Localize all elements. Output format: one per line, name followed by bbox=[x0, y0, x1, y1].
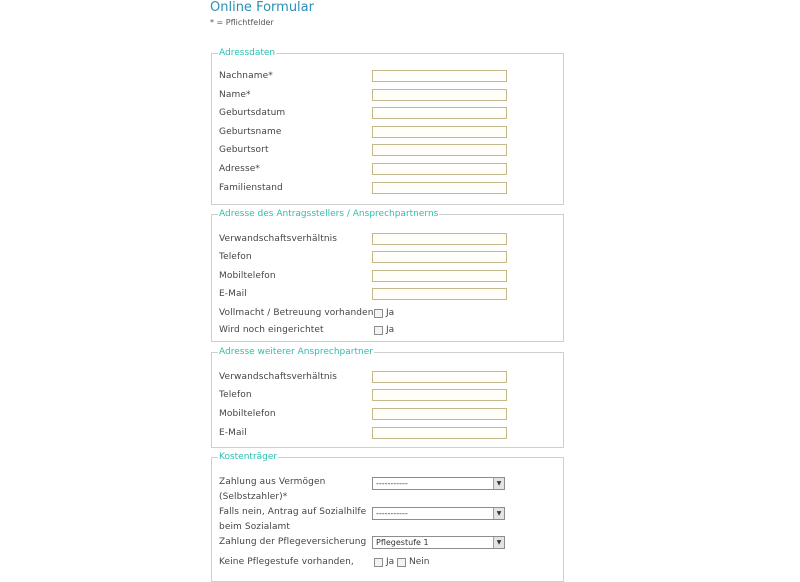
field-label: Verwandschaftsverhältnis bbox=[219, 372, 338, 382]
contact-relationship-input[interactable] bbox=[372, 371, 507, 383]
applicant-mobile-input[interactable] bbox=[372, 270, 507, 282]
required-fields-note: * = Pflichtfelder bbox=[210, 18, 274, 27]
field-label: E-Mail bbox=[219, 289, 247, 299]
field-label: Name* bbox=[219, 90, 251, 100]
no-care-level-yes-checkbox[interactable] bbox=[374, 558, 383, 567]
dropdown-arrow-icon[interactable]: ▼ bbox=[493, 508, 504, 519]
label-line: Zahlung aus Vermögen bbox=[219, 477, 326, 487]
label-line: (Selbstzahler)* bbox=[219, 492, 288, 502]
social-welfare-select[interactable] bbox=[372, 507, 505, 520]
self-payer-select[interactable] bbox=[372, 477, 505, 490]
field-label: Mobiltelefon bbox=[219, 409, 276, 419]
select-row-self-payer bbox=[219, 475, 563, 505]
checkbox-label: Ja bbox=[386, 308, 395, 318]
select-value: ----------- bbox=[376, 509, 408, 518]
birthname-input[interactable] bbox=[372, 126, 507, 138]
label-line: beim Sozialamt bbox=[219, 522, 291, 532]
field-label: Zahlung der Pflegeversicherung bbox=[219, 537, 367, 547]
field-label: Keine Pflegestufe vorhanden, bbox=[219, 557, 354, 567]
checkbox-label: Ja bbox=[386, 557, 395, 567]
field-label: Mobiltelefon bbox=[219, 271, 276, 281]
select-value: Pflegestufe 1 bbox=[376, 538, 429, 547]
field-label bbox=[219, 475, 325, 505]
section-applicant-legend: Adresse des Antragsstellers / Ansprechpartnerns bbox=[219, 209, 439, 219]
contact-mobile-input[interactable] bbox=[372, 408, 507, 420]
label-line: Falls nein, Antrag auf Sozialhilfe bbox=[219, 507, 367, 517]
contact-email-input[interactable] bbox=[372, 427, 507, 439]
section-contact-legend: Adresse weiterer Ansprechpartner bbox=[219, 347, 373, 357]
field-label: E-Mail bbox=[219, 428, 247, 438]
section-address bbox=[211, 48, 564, 205]
checkbox-label: Nein bbox=[409, 557, 430, 567]
contact-phone-input[interactable] bbox=[372, 389, 507, 401]
care-insurance-select[interactable] bbox=[372, 536, 505, 549]
select-row-social-welfare bbox=[219, 505, 563, 535]
field-label: Geburtsname bbox=[219, 127, 282, 137]
select-value: ----------- bbox=[376, 479, 408, 488]
firstname-input[interactable] bbox=[372, 89, 507, 101]
field-label: Geburtsdatum bbox=[219, 108, 286, 118]
address-input[interactable] bbox=[372, 163, 507, 175]
section-applicant bbox=[211, 209, 564, 342]
section-contact bbox=[211, 347, 564, 448]
field-label: Adresse* bbox=[219, 164, 260, 174]
applicant-email-input[interactable] bbox=[372, 288, 507, 300]
section-cost bbox=[211, 452, 564, 582]
field-label: Geburtsort bbox=[219, 145, 269, 155]
dropdown-arrow-icon[interactable]: ▼ bbox=[493, 478, 504, 489]
marital-status-input[interactable] bbox=[372, 182, 507, 194]
section-address-legend: Adressdaten bbox=[219, 48, 276, 58]
birthplace-input[interactable] bbox=[372, 144, 507, 156]
page-title: Online Formular bbox=[210, 0, 314, 15]
lastname-input[interactable] bbox=[372, 70, 507, 82]
no-care-level-no-checkbox[interactable] bbox=[397, 558, 406, 567]
field-label bbox=[219, 505, 366, 535]
section-cost-legend: Kostenträger bbox=[219, 452, 278, 462]
pending-setup-checkbox[interactable] bbox=[374, 326, 383, 335]
applicant-relationship-input[interactable] bbox=[372, 233, 507, 245]
field-label: Telefon bbox=[219, 390, 252, 400]
field-label: Telefon bbox=[219, 252, 252, 262]
applicant-phone-input[interactable] bbox=[372, 251, 507, 263]
power-of-attorney-checkbox[interactable] bbox=[374, 309, 383, 318]
checkbox-label: Ja bbox=[386, 325, 395, 335]
field-label: Vollmacht / Betreuung vorhanden bbox=[219, 308, 374, 318]
dropdown-arrow-icon[interactable]: ▼ bbox=[493, 537, 504, 548]
field-label: Nachname* bbox=[219, 71, 273, 81]
birthdate-input[interactable] bbox=[372, 107, 507, 119]
field-label: Wird noch eingerichtet bbox=[219, 325, 324, 335]
field-label: Familienstand bbox=[219, 183, 283, 193]
field-label: Verwandschaftsverhältnis bbox=[219, 234, 338, 244]
